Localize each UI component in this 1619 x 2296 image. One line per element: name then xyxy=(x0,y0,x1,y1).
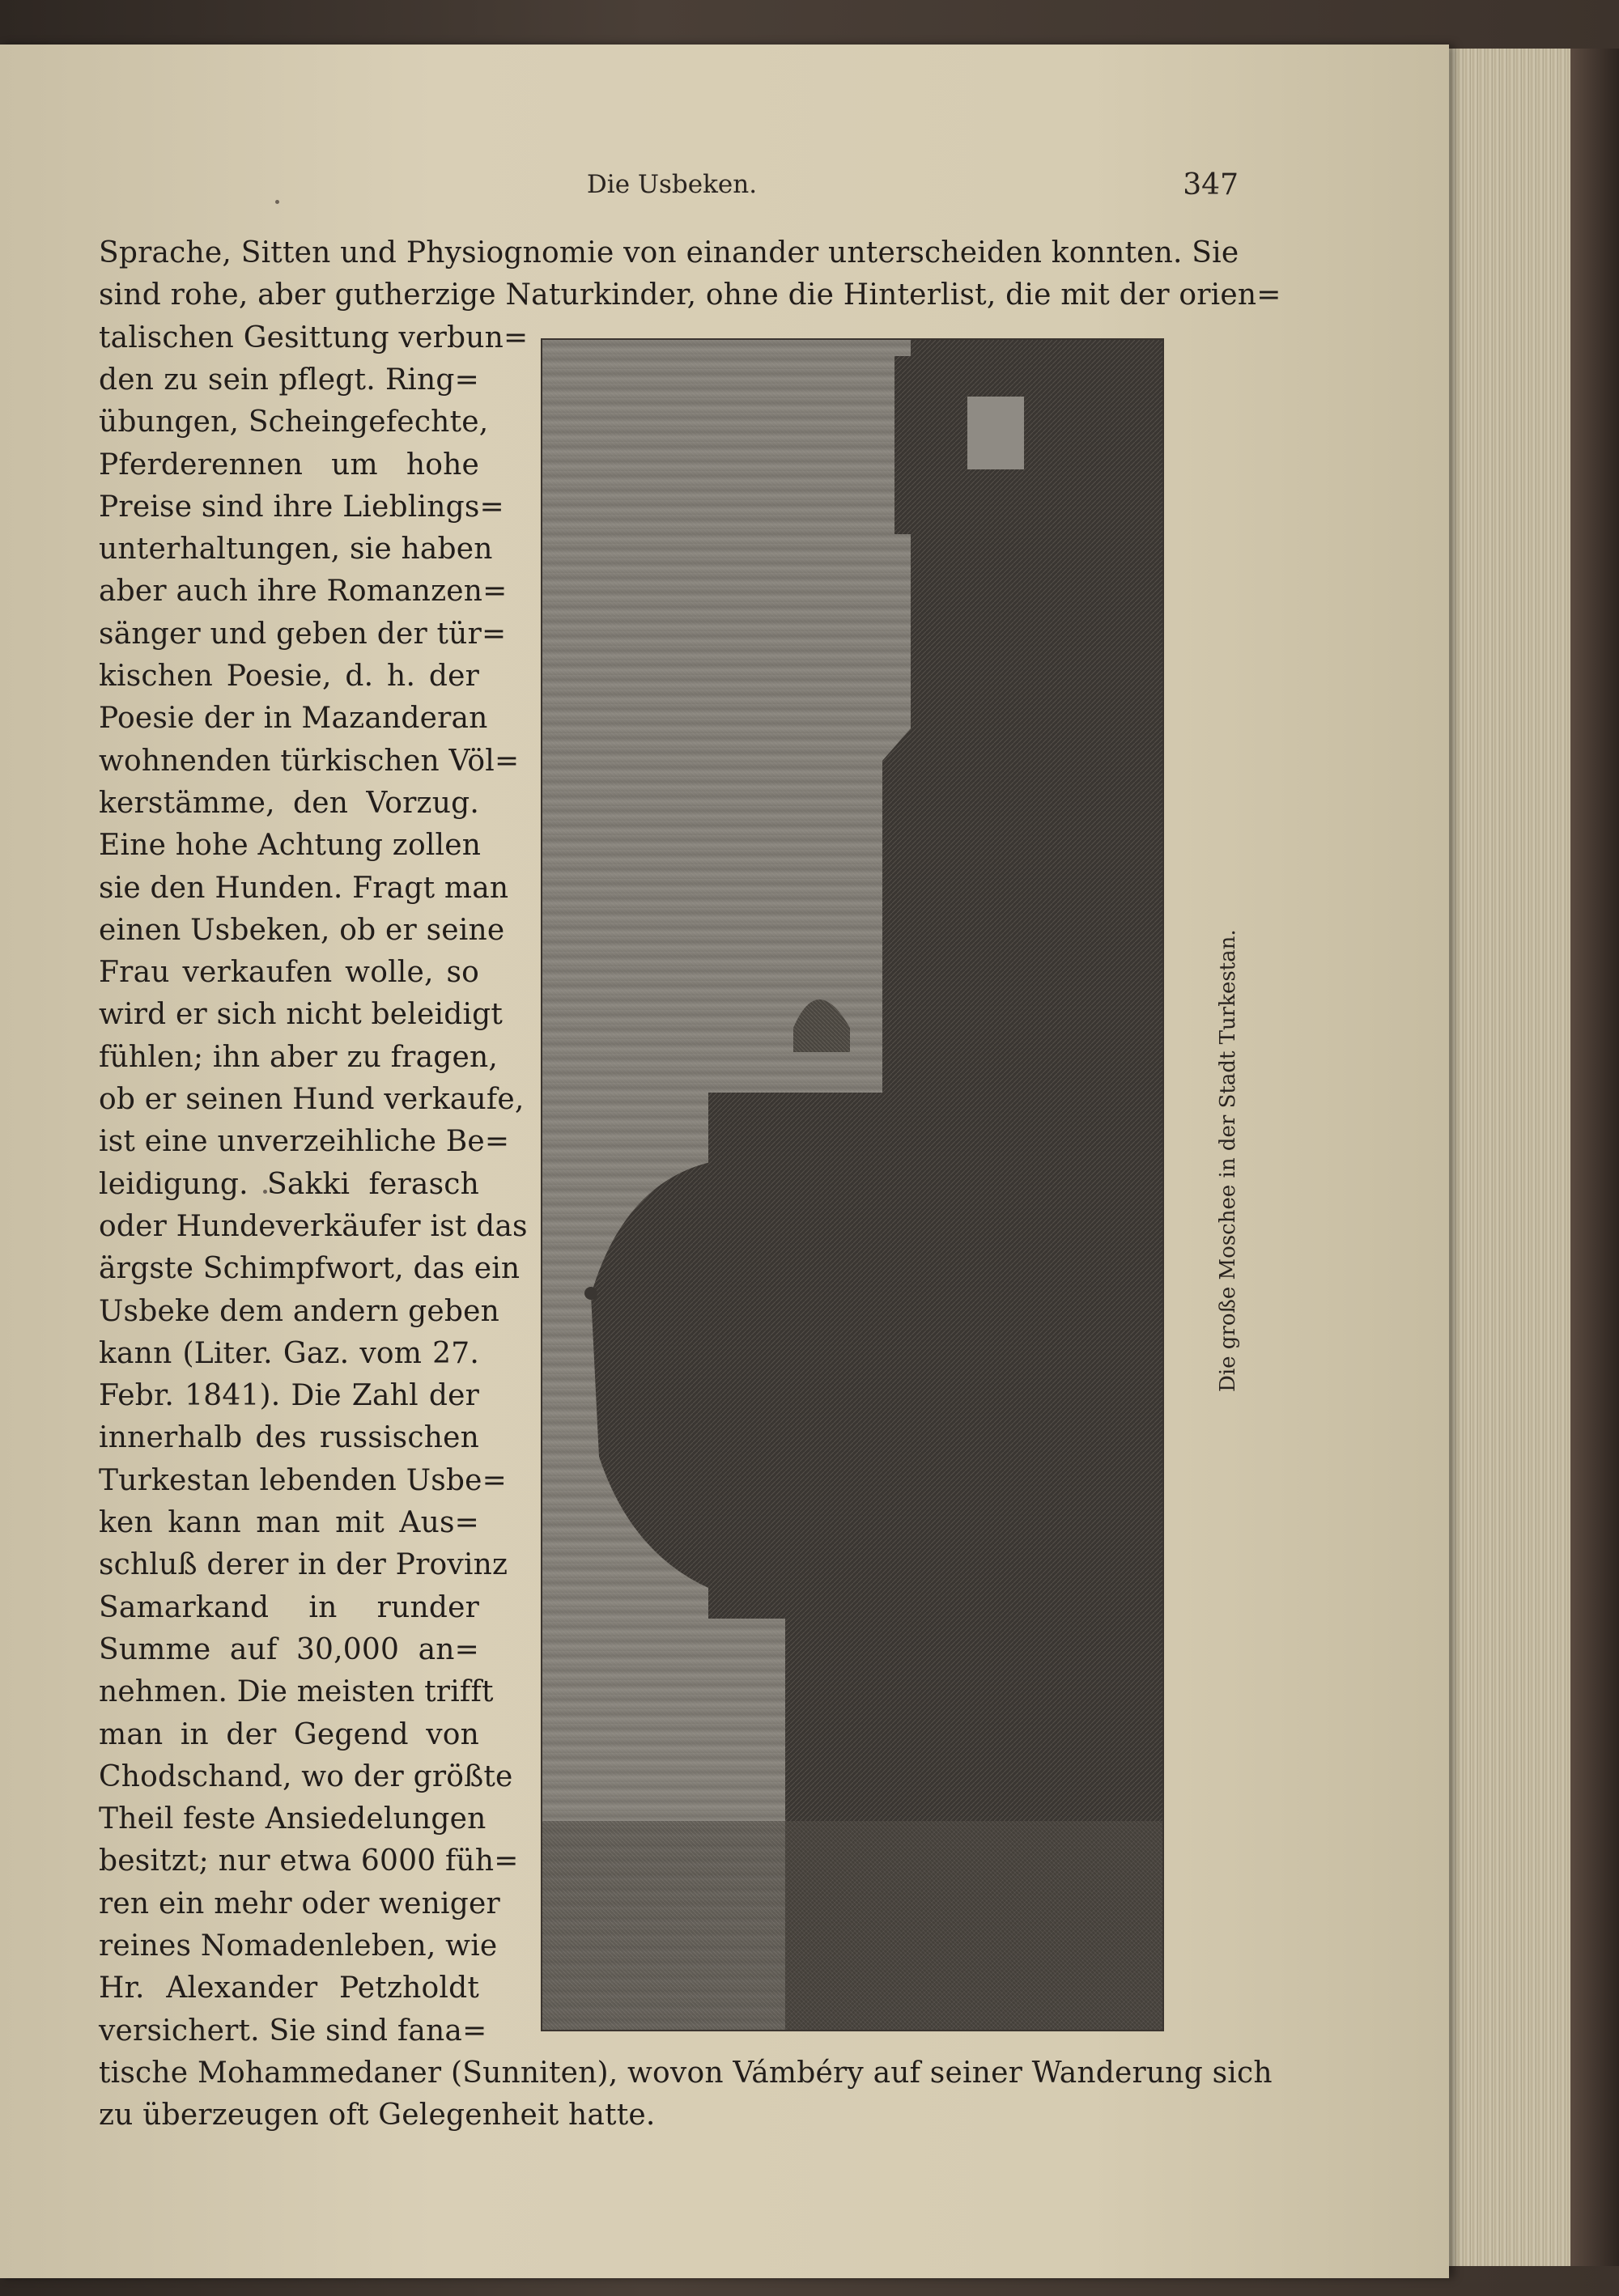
book-binding xyxy=(1570,49,1619,2266)
text-line: sind rohe, aber gutherzige Naturkinder, ohne die Hinterlist, die mit der orien= xyxy=(99,278,1281,312)
mosque-engraving-image xyxy=(542,340,1164,2031)
text-line: ken kann man mit Aus= xyxy=(99,1506,479,1539)
text-line: ob er seinen Hund verkaufe, xyxy=(99,1083,525,1116)
text-line: Summe auf 30,000 an= xyxy=(99,1633,479,1666)
text-line: ren ein mehr oder weniger xyxy=(99,1887,500,1920)
text-line: kann (Liter. Gaz. vom 27. xyxy=(99,1337,479,1370)
text-line: tische Mohammedaner (Sunniten), wovon Vámbéry auf seiner Wanderung sich xyxy=(99,2056,1273,2090)
text-line: Frau verkaufen wolle, so xyxy=(99,956,479,989)
text-line: man in der Gegend von xyxy=(99,1718,479,1751)
text-line: leidigung. Sakki ferasch xyxy=(99,1168,479,1201)
text-line: nehmen. Die meisten trifft xyxy=(99,1675,494,1708)
text-line: reines Nomadenleben, wie xyxy=(99,1929,498,1963)
text-line: sie den Hunden. Fragt man xyxy=(99,872,509,905)
text-line: Preise sind ihre Lieblings= xyxy=(99,490,504,524)
text-line: sänger und geben der tür= xyxy=(99,618,507,651)
text-line: Hr. Alexander Petzholdt xyxy=(99,1971,479,2005)
page-edges xyxy=(1449,49,1570,2266)
text-line: Turkestan lebenden Usbe= xyxy=(99,1464,508,1497)
text-line: wohnenden türkischen Völ= xyxy=(99,745,520,778)
text-line: aber auch ihre Romanzen= xyxy=(99,575,508,608)
text-line: einen Usbeken, ob er seine xyxy=(99,914,505,947)
text-line: Eine hohe Achtung zollen xyxy=(99,829,482,862)
text-line: fühlen; ihn aber zu fragen, xyxy=(99,1041,499,1074)
text-line: ärgste Schimpfwort, das ein xyxy=(99,1252,521,1285)
text-line: Usbeke dem andern geben xyxy=(99,1295,499,1328)
text-line: kischen Poesie, d. h. der xyxy=(99,660,479,693)
text-line: zu überzeugen oft Gelegenheit hatte. xyxy=(99,2099,656,2132)
running-header: Die Usbeken. xyxy=(586,170,758,199)
text-line: schluß derer in der Provinz xyxy=(99,1548,508,1581)
text-line: Chodschand, wo der größte xyxy=(99,1760,513,1793)
caption-text: Die große Moschee in der Stadt Turkestan. xyxy=(1216,929,1240,1392)
text-line: Pferderennen um hohe xyxy=(99,448,479,482)
text-line: innerhalb des russischen xyxy=(99,1421,479,1454)
mosque-engraving xyxy=(541,338,1164,2031)
illustration-caption xyxy=(1216,929,1240,1424)
text-line: wird er sich nicht beleidigt xyxy=(99,998,504,1031)
text-line: Poesie der in Mazanderan xyxy=(99,702,488,735)
text-line: kerstämme, den Vorzug. xyxy=(99,787,479,820)
text-line: versichert. Sie sind fana= xyxy=(99,2014,487,2048)
text-line: übungen, Scheingefechte, xyxy=(99,405,489,439)
text-line: Samarkand in runder xyxy=(99,1591,479,1624)
text-line: talischen Gesittung verbun= xyxy=(99,321,529,354)
page-number: 347 xyxy=(1183,168,1239,202)
text-line: Sprache, Sitten und Physiognomie von einander unterscheiden konnten. Sie xyxy=(99,236,1239,269)
text-line: Theil feste Ansiedelungen xyxy=(99,1802,487,1836)
text-line: den zu sein pflegt. Ring= xyxy=(99,363,479,397)
text-line: ist eine unverzeihliche Be= xyxy=(99,1125,510,1158)
text-line: unterhaltungen, sie haben xyxy=(99,533,493,566)
text-line: besitzt; nur etwa 6000 füh= xyxy=(99,1844,519,1878)
text-line: oder Hundeverkäufer ist das xyxy=(99,1210,528,1243)
text-line: Febr. 1841). Die Zahl der xyxy=(99,1379,479,1412)
